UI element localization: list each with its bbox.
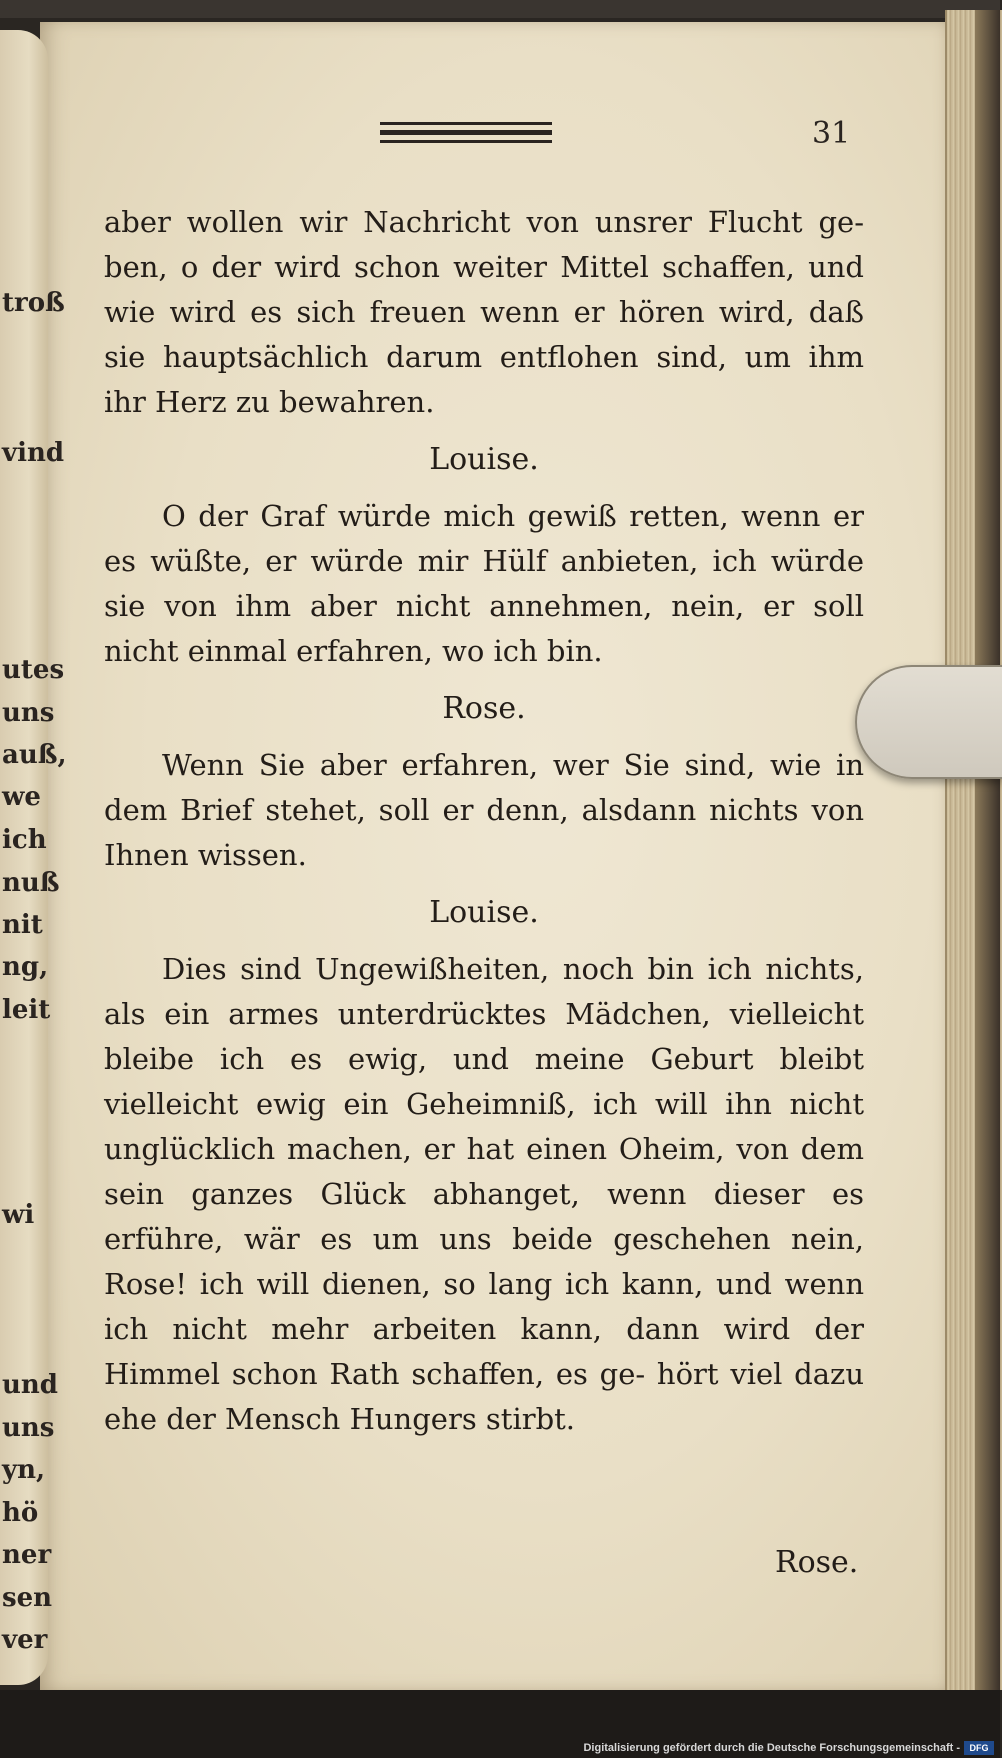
- left-page-fragment: auß,: [2, 740, 67, 770]
- left-page-fragment: leit: [2, 995, 51, 1025]
- left-page-fragment: utes: [2, 655, 65, 685]
- header-ornament: [380, 122, 552, 146]
- previous-page-edge: [0, 30, 67, 1685]
- paragraph: O der Graf würde mich gewiß retten, wenn er es wüßte, er würde mir Hülf anbieten, ich würde sie von ihm aber nicht annehmen, nein, er soll nicht einmal erfahren, wo ich bin.: [104, 499, 864, 668]
- speaker-name: Rose.: [442, 691, 526, 726]
- left-page-fragment: yn,: [2, 1455, 46, 1485]
- left-page-fragment: vind: [2, 438, 65, 468]
- left-page-fragment: we: [2, 782, 41, 812]
- page-number: 31: [812, 116, 851, 151]
- left-page-fragment: troß: [2, 288, 65, 318]
- book-cover-edge: [975, 10, 1000, 1690]
- paragraph: Wenn Sie aber erfahren, wer Sie sind, wie in dem Brief stehet, soll er denn, alsdann nichts von Ihnen wissen.: [104, 748, 864, 872]
- left-page-fragment: ng,: [2, 952, 49, 982]
- left-page-fragment: uns: [2, 1413, 55, 1443]
- digitization-credit: Digitalisierung gefördert durch die Deutsche Forschungsgemeinschaft -: [583, 1742, 960, 1754]
- page-body: [104, 200, 864, 1442]
- left-page-fragment: und: [2, 1370, 58, 1400]
- top-border: [0, 0, 1000, 18]
- catchword: Rose.: [775, 1545, 859, 1580]
- left-page-fragment: hö: [2, 1498, 39, 1528]
- speaker-name: Louise.: [429, 895, 539, 930]
- left-page-fragment: ich: [2, 825, 47, 855]
- dfg-logo: DFG: [964, 1741, 994, 1755]
- left-page-fragment: uns: [2, 698, 55, 728]
- paragraph: Dies sind Ungewißheiten, noch bin ich nichts, als ein armes unterdrücktes Mädchen, vielleicht bleibe ich es ewig, und meine Geburt bleibt vielleicht ewig ein Geheimniß, ich will ihn nicht unglücklich machen, er hat einen Oheim, von dem sein ganzes Glück abhanget, wenn dieser es erführe, wär es um uns beide geschehen nein, Rose! ich will dienen, so lang ich kann, und wenn ich nicht mehr arbeiten kann, dann wird der Himmel schon Rath schaffen, es ge- hört viel dazu ehe der Mensch Hungers stirbt.: [104, 952, 864, 1436]
- left-page-fragment: nit: [2, 910, 43, 940]
- left-page-fragment: sen: [2, 1583, 53, 1613]
- left-page-fragment: ner: [2, 1540, 52, 1570]
- bookmark-tab: [855, 665, 1002, 779]
- bottom-border: [0, 1690, 1000, 1758]
- left-page-fragment: ver: [2, 1625, 48, 1655]
- paragraph: aber wollen wir Nachricht von unsrer Flucht ge- ben, o der wird schon weiter Mittel schaffen, und wie wird es sich freuen wenn er hören wird, daß sie hauptsächlich darum entflohen sind, um ihm ihr Herz zu bewahren.: [104, 205, 864, 419]
- left-page-fragment: wi: [2, 1200, 35, 1230]
- left-page-fragment: nuß: [2, 868, 60, 898]
- speaker-name: Louise.: [429, 442, 539, 477]
